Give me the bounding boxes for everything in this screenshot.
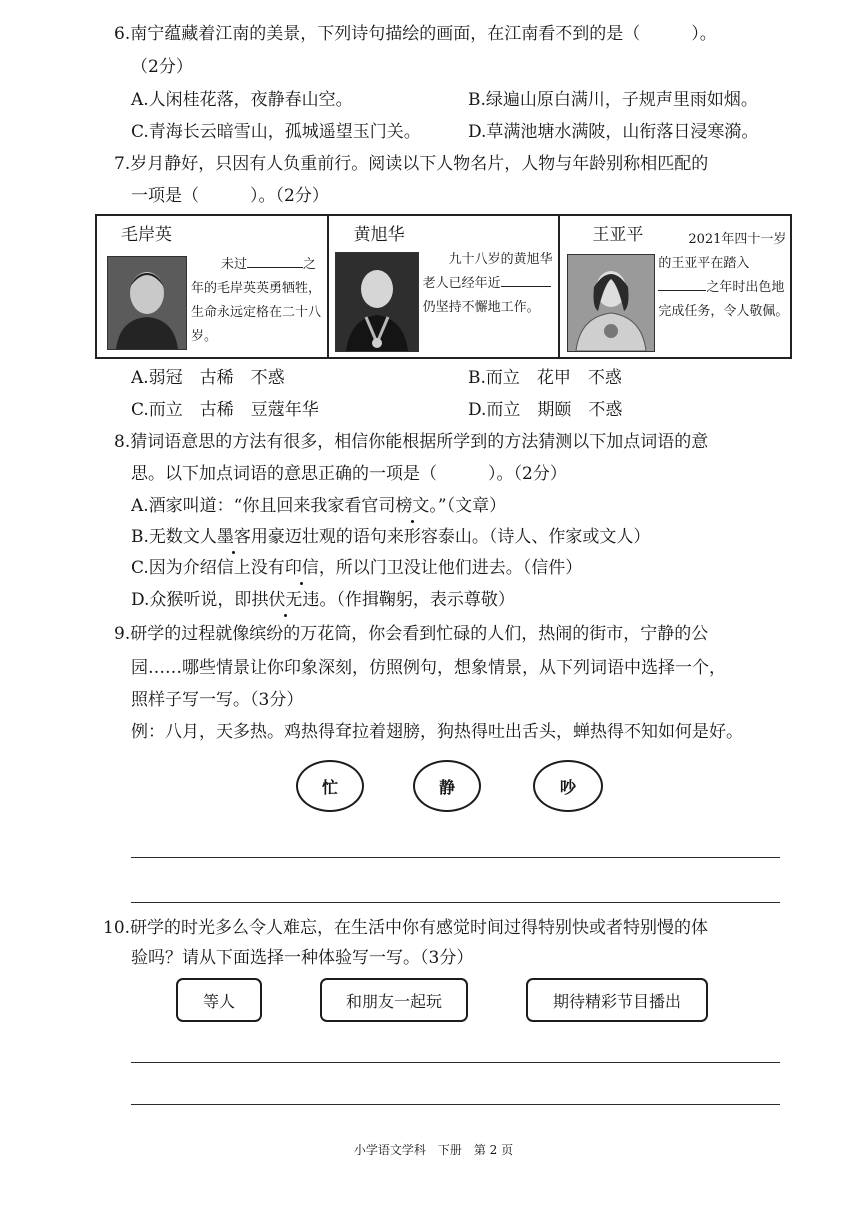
q6-option-c: C.青海长云暗雪山，孤城遥望玉门关。 (131, 122, 421, 142)
fill-blank[interactable] (658, 290, 706, 291)
portrait-photo (107, 256, 187, 350)
word-choice-quiet[interactable]: 静 (413, 760, 481, 812)
q6-option-b: B.绿遍山原白满川，子规声里雨如烟。 (468, 90, 758, 110)
q7-option-c: C.而立 古稀 豆蔻年华 (131, 400, 319, 420)
q8-option-a: A.酒家叫道：“你且回来我家看官司榜文。”（文章） (131, 496, 507, 516)
dotted-word: 拱伏无违 (251, 590, 320, 610)
person-card-wang-yaping (560, 216, 790, 357)
answer-line[interactable] (131, 1104, 780, 1105)
q7-stem-line2: 一项是（ ）。（2分） (131, 186, 329, 206)
portrait-image (108, 257, 186, 349)
answer-line[interactable] (131, 1062, 780, 1063)
q8-option-d: D.众猴听说，即拱伏无违。（作揖鞠躬，表示尊敬） (131, 590, 515, 610)
word-choice-noisy[interactable]: 吵 (533, 760, 603, 812)
q6-option-d: D.草满池塘水满陂，山衔落日浸寒漪。 (468, 122, 759, 142)
q7-option-d: D.而立 期颐 不惑 (468, 400, 623, 420)
person-card-mao-anying (97, 216, 329, 357)
dotted-word: 榜文 (395, 496, 430, 516)
q7-option-b: B.而立 花甲 不惑 (468, 368, 622, 388)
choice-await-show[interactable]: 期待精彩节目播出 (526, 978, 708, 1022)
card-text: 未过 之年的毛岸英英勇牺牲，生命永远定格在二十八岁。 (191, 257, 322, 344)
q8-stem-line2: 思。以下加点词语的意思正确的一项是（ ）。（2分） (131, 464, 567, 484)
q7-option-a: A.弱冠 古稀 不惑 (131, 368, 285, 388)
q8-option-c: C.因为介绍信上没有印信，所以门卫没让他们进去。（信件） (131, 558, 583, 578)
word-choice-busy[interactable]: 忙 (296, 760, 364, 812)
q10-stem-line1: 10.研学的时光多么令人难忘，在生活中你有感觉时间过得特别快或者特别慢的体 (103, 918, 709, 938)
q6-stem-line2: （2分） (131, 57, 193, 77)
card-text: 九十八岁的黄旭华老人已经年近仍坚持不懈地工作。 (422, 252, 553, 315)
q7-stem-line1: 7.岁月静好，只因有人负重前行。阅读以下人物名片，人物与年龄别称相匹配的 (114, 154, 709, 174)
q8-stem-line1: 8.猜词语意思的方法有很多，相信你能根据所学到的方法猜测以下加点词语的意 (114, 432, 709, 452)
page-footer: 小学语文学科 下册 第 2 页 (353, 1143, 514, 1157)
answer-line[interactable] (131, 902, 780, 903)
q9-stem-line3: 照样子写一写。（3分） (131, 690, 304, 710)
card-text: 2021年四十一岁的王亚平在踏入之年时出色地完成任务，令人敬佩。 (658, 232, 789, 319)
portrait-image (336, 253, 418, 351)
q8-option-b: B.无数文人墨客用豪迈壮观的语句来形容泰山。（诗人、作家或文人） (131, 527, 651, 547)
fill-blank[interactable] (247, 267, 303, 268)
person-card-huang-xuhua (329, 216, 561, 357)
dotted-word: 墨客 (216, 527, 251, 547)
dotted-word: 印信 (284, 558, 319, 578)
q6-stem-line1: 6.南宁蕴藏着江南的美景，下列诗句描绘的画面，在江南看不到的是（ ）。 (114, 24, 717, 44)
card-name: 王亚平 (592, 225, 644, 245)
q6-option-a: A.人闲桂花落，夜静春山空。 (131, 90, 353, 110)
q9-stem-line2: 园……哪些情景让你印象深刻，仿照例句，想象情景，从下列词语中选择一个， (131, 658, 726, 678)
q9-example: 例：八月，天多热。鸡热得耷拉着翅膀，狗热得吐出舌头，蝉热得不知如何是好。 (131, 722, 743, 742)
q10-stem-line2: 验吗？请从下面选择一种体验写一写。（3分） (131, 948, 474, 968)
card-name: 黄旭华 (353, 225, 405, 245)
answer-line[interactable] (131, 857, 780, 858)
portrait-image (568, 255, 654, 351)
portrait-photo (567, 254, 655, 352)
person-cards (95, 214, 792, 359)
card-name: 毛岸英 (121, 225, 172, 245)
q9-stem-line1: 9.研学的过程就像缤纷的万花筒，你会看到忙碌的人们，热闹的街市，宁静的公 (114, 624, 709, 644)
fill-blank[interactable] (501, 286, 551, 287)
choice-waiting[interactable]: 等人 (176, 978, 262, 1022)
portrait-photo (335, 252, 419, 352)
choice-play-with-friends[interactable]: 和朋友一起玩 (320, 978, 468, 1022)
